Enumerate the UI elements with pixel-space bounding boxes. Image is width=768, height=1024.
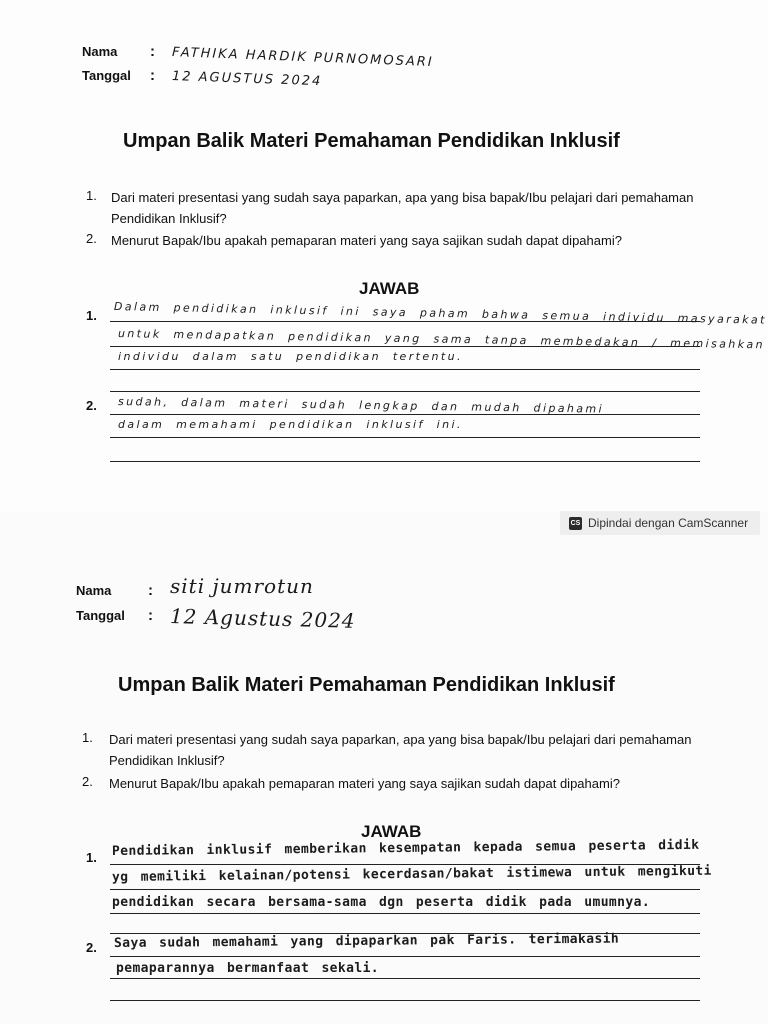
answer-line: Pendidikan inklusif memberikan kesempatan kepada semua peserta didik (111, 837, 700, 859)
date-label: Tanggal (82, 68, 131, 83)
date-value: 12 Agustus 2024 (169, 604, 356, 633)
date-value: 12 AGUSTUS 2024 (171, 69, 323, 90)
answer-line: individu dalam satu pendidikan tertentu. (118, 350, 463, 363)
writing-line (110, 889, 700, 890)
writing-line (110, 369, 700, 370)
answer-line: untuk mendapatkan pendidikan yang sama tanpa membedakan / memisahkan (117, 327, 766, 352)
answer-number: 1. (86, 308, 97, 323)
writing-line (110, 346, 700, 347)
question-text: Dari materi presentasi yang sudah saya paparkan, apa yang bisa bapak/Ibu pelajari dari pemahaman Pendidikan Inklusif? (111, 190, 694, 226)
question-text: Menurut Bapak/Ibu apakah pemaparan materi yang saya sajikan sudah dapat dipahami? (111, 233, 622, 248)
writing-line (110, 956, 700, 957)
writing-line (110, 391, 700, 392)
answer-line: pemaparannya bermanfaat sekali. (116, 961, 380, 976)
answer-number: 1. (86, 850, 97, 865)
question-number: 1. (86, 188, 97, 203)
date-colon: : (148, 607, 153, 624)
answer-line: sudah, dalam materi sudah lengkap dan mudah dipahami (117, 395, 605, 416)
answer-line: dalam memahami pendidikan inklusif ini. (118, 418, 463, 431)
page-title: Umpan Balik Materi Pemahaman Pendidikan Inklusif (123, 130, 620, 152)
answer-line: Saya sudah memahami yang dipaparkan pak Faris. terimakasih (113, 931, 620, 951)
date-label: Tanggal (76, 608, 125, 623)
question-text: Menurut Bapak/Ibu apakah pemaparan materi yang saya sajikan sudah dapat dipahami? (109, 776, 620, 791)
camscanner-label: Dipindai dengan CamScanner (588, 516, 749, 530)
feedback-sheet-2 (0, 512, 768, 1024)
question-text: Dari materi presentasi yang sudah saya paparkan, apa yang bisa bapak/Ibu pelajari dari pemahaman Pendidikan Inklusif? (109, 732, 692, 768)
question-number: 2. (86, 231, 97, 246)
writing-line (110, 437, 700, 438)
answer-heading: JAWAB (359, 279, 420, 298)
writing-line (110, 913, 700, 914)
answer-number: 2. (86, 398, 97, 413)
answer-line: yg memiliki kelainan/potensi kecerdasan/bakat istimewa untuk mengikuti (111, 863, 712, 885)
writing-line (110, 321, 700, 322)
answer-number: 2. (86, 940, 97, 955)
answer-line: Dalam pendidikan inklusif ini saya paham bahwa semua individu masyarakat (113, 300, 767, 327)
name-value: siti jumrotun (170, 574, 314, 598)
question-number: 1. (82, 730, 93, 745)
name-colon: : (148, 582, 153, 599)
writing-line (110, 1000, 700, 1001)
name-label: Nama (76, 583, 112, 598)
writing-line (110, 978, 700, 979)
name-colon: : (150, 43, 155, 60)
page-title: Umpan Balik Materi Pemahaman Pendidikan Inklusif (118, 674, 615, 696)
writing-line (110, 461, 700, 462)
date-colon: : (150, 67, 155, 84)
question-number: 2. (82, 774, 93, 789)
answer-heading: JAWAB (361, 822, 422, 841)
answer-line: pendidikan secara bersama-sama dgn peserta didik pada umumnya. (112, 895, 651, 910)
camscanner-badge (560, 511, 760, 535)
name-value: FATHIKA HARDIK PURNOMOSARI (171, 45, 434, 71)
name-label: Nama (82, 44, 118, 59)
writing-line (110, 414, 700, 415)
camscanner-icon: CS (569, 517, 582, 530)
